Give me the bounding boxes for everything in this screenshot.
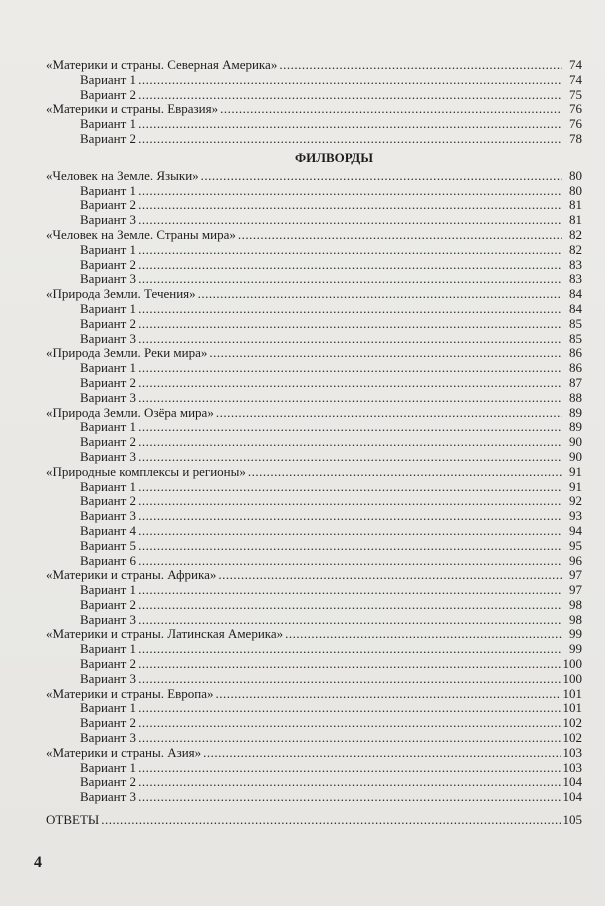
- variant-label: Вариант 3: [80, 271, 137, 287]
- variant-label: Вариант 1: [80, 300, 137, 316]
- variant-label: Вариант 3: [80, 212, 137, 228]
- page-ref: 89: [569, 404, 582, 420]
- page-ref: 104: [562, 789, 582, 805]
- variant-label: Вариант 3: [80, 330, 137, 346]
- page-ref: 99: [569, 641, 582, 657]
- variant-label: Вариант 3: [80, 730, 137, 746]
- variant-label: Вариант 3: [80, 389, 137, 405]
- section-title: «Материки и страны. Латинская Америка»: [46, 626, 284, 642]
- dot-leader: [138, 672, 560, 687]
- page-ref: 98: [569, 596, 582, 612]
- variant-label: Вариант 3: [80, 789, 137, 805]
- toc-variant-entry: [46, 554, 582, 569]
- toc-section-entry: [46, 287, 582, 302]
- toc-variant-entry: [46, 613, 582, 628]
- page-ref: 86: [569, 345, 582, 361]
- dot-leader: [203, 746, 560, 761]
- page-ref: 85: [569, 315, 582, 331]
- dot-leader: [209, 346, 562, 361]
- toc-section-entry: [46, 687, 582, 702]
- section-title: «Материки и страны. Северная Америка»: [46, 57, 278, 72]
- dot-leader: [138, 716, 560, 731]
- toc-variant-entry: [46, 701, 582, 716]
- page-ref: 89: [569, 419, 582, 435]
- toc-section-entry: [46, 102, 582, 117]
- toc-variant-entry: [46, 539, 582, 554]
- page-ref: 99: [569, 626, 582, 642]
- toc-variant-entry: [46, 450, 582, 465]
- variant-label: Вариант 1: [80, 116, 137, 132]
- page-number: 4: [34, 854, 42, 871]
- page-ref: 80: [569, 182, 582, 198]
- variant-label: Вариант 2: [80, 774, 137, 790]
- page-ref: 94: [569, 522, 582, 538]
- dot-leader: [138, 509, 562, 524]
- dot-leader: [279, 58, 562, 73]
- page-ref: 102: [562, 715, 582, 731]
- toc-variant-entry: [46, 391, 582, 406]
- page-ref: 100: [562, 656, 582, 672]
- variant-label: Вариант 5: [80, 537, 137, 553]
- dot-leader: [138, 258, 562, 273]
- section-title: «Материки и страны. Европа»: [46, 685, 214, 701]
- toc-section-entry: [46, 58, 582, 73]
- variant-label: Вариант 1: [80, 71, 137, 87]
- dot-leader: [138, 361, 562, 376]
- variant-label: Вариант 2: [80, 256, 137, 272]
- page-ref: 82: [569, 226, 582, 242]
- toc-variant-entry: [46, 272, 582, 287]
- dot-leader: [285, 627, 562, 642]
- page-ref: 83: [569, 256, 582, 272]
- toc-variant-entry: [46, 420, 582, 435]
- spacer: [46, 805, 582, 813]
- toc-section-entry: [46, 568, 582, 583]
- page-ref: 104: [562, 774, 582, 790]
- page-ref: 105: [562, 812, 582, 828]
- toc-section-entry: [46, 465, 582, 480]
- toc-section-entry: [46, 169, 582, 184]
- page-ref: 76: [569, 101, 582, 117]
- page-ref: 83: [569, 271, 582, 287]
- variant-label: Вариант 2: [80, 434, 137, 450]
- dot-leader: [138, 420, 562, 435]
- variant-label: Вариант 2: [80, 656, 137, 672]
- dot-leader: [138, 761, 560, 776]
- toc-variant-entry: [46, 258, 582, 273]
- variant-label: Вариант 6: [80, 552, 137, 568]
- dot-leader: [138, 494, 562, 509]
- page-ref: 96: [569, 552, 582, 568]
- page-ref: 93: [569, 508, 582, 524]
- dot-leader: [138, 184, 562, 199]
- page-ref: 103: [562, 744, 582, 760]
- toc-variant-entry: [46, 775, 582, 790]
- toc-variant-entry: [46, 132, 582, 147]
- page-ref: 81: [569, 197, 582, 213]
- toc-variant-entry: [46, 790, 582, 805]
- page-ref: 100: [562, 670, 582, 686]
- toc-variant-entry: [46, 117, 582, 132]
- dot-leader: [138, 198, 562, 213]
- toc-variant-entry: [46, 524, 582, 539]
- dot-leader: [138, 583, 562, 598]
- page-ref: 92: [569, 493, 582, 509]
- dot-leader: [138, 450, 562, 465]
- variant-label: Вариант 1: [80, 419, 137, 435]
- table-of-contents: [46, 58, 582, 828]
- variant-label: Вариант 4: [80, 522, 137, 538]
- section-title: «Человек на Земле. Страны мира»: [46, 226, 236, 242]
- page-ref: 80: [569, 167, 582, 183]
- variant-label: Вариант 3: [80, 508, 137, 524]
- variant-label: Вариант 1: [80, 478, 137, 494]
- page-ref: 74: [569, 57, 582, 72]
- toc-variant-entry: [46, 361, 582, 376]
- dot-leader: [138, 524, 562, 539]
- dot-leader: [101, 813, 560, 828]
- toc-variant-entry: [46, 480, 582, 495]
- page-ref: 102: [562, 730, 582, 746]
- dot-leader: [138, 480, 562, 495]
- dot-leader: [218, 568, 562, 583]
- variant-label: Вариант 1: [80, 360, 137, 376]
- toc-variant-entry: [46, 509, 582, 524]
- dot-leader: [138, 790, 560, 805]
- dot-leader: [138, 332, 562, 347]
- toc-answers-entry: [46, 813, 582, 828]
- variant-label: Вариант 2: [80, 493, 137, 509]
- variant-label: Вариант 1: [80, 182, 137, 198]
- section-title: «Материки и страны. Африка»: [46, 567, 217, 583]
- toc-variant-entry: [46, 198, 582, 213]
- toc-variant-entry: [46, 243, 582, 258]
- toc-variant-entry: [46, 88, 582, 103]
- dot-leader: [138, 554, 562, 569]
- variant-label: Вариант 1: [80, 759, 137, 775]
- dot-leader: [138, 598, 562, 613]
- variant-label: Вариант 1: [80, 241, 137, 257]
- page-ref: 101: [562, 700, 582, 716]
- toc-section-entry: [46, 406, 582, 421]
- toc-variant-entry: [46, 73, 582, 88]
- dot-leader: [138, 391, 562, 406]
- variant-label: Вариант 1: [80, 700, 137, 716]
- toc-variant-entry: [46, 657, 582, 672]
- page-ref: 103: [562, 759, 582, 775]
- page-ref: 76: [569, 116, 582, 132]
- variant-label: Вариант 3: [80, 611, 137, 627]
- variant-label: Вариант 3: [80, 448, 137, 464]
- dot-leader: [138, 435, 562, 450]
- dot-leader: [138, 117, 562, 132]
- variant-label: Вариант 2: [80, 715, 137, 731]
- page-ref: 90: [569, 434, 582, 450]
- toc-variant-entry: [46, 317, 582, 332]
- toc-variant-entry: [46, 716, 582, 731]
- variant-label: Вариант 3: [80, 670, 137, 686]
- page-ref: 84: [569, 300, 582, 316]
- dot-leader: [138, 539, 562, 554]
- toc-variant-entry: [46, 672, 582, 687]
- page-ref: 74: [569, 71, 582, 87]
- page-ref: 84: [569, 286, 582, 302]
- dot-leader: [138, 243, 562, 258]
- toc-section-entry: [46, 627, 582, 642]
- dot-leader: [138, 642, 562, 657]
- toc-variant-entry: [46, 583, 582, 598]
- dot-leader: [220, 102, 562, 117]
- dot-leader: [138, 213, 562, 228]
- page-ref: 88: [569, 389, 582, 405]
- page-ref: 86: [569, 360, 582, 376]
- variant-label: Вариант 1: [80, 641, 137, 657]
- dot-leader: [138, 657, 560, 672]
- toc-section-entry: [46, 228, 582, 243]
- toc-variant-entry: [46, 435, 582, 450]
- toc-variant-entry: [46, 302, 582, 317]
- toc-variant-entry: [46, 761, 582, 776]
- toc-section-entry: [46, 746, 582, 761]
- variant-label: Вариант 2: [80, 86, 137, 102]
- variant-label: Вариант 2: [80, 315, 137, 331]
- dot-leader: [138, 88, 562, 103]
- dot-leader: [138, 272, 562, 287]
- variant-label: Вариант 2: [80, 374, 137, 390]
- dot-leader: [216, 687, 561, 702]
- page-ref: 82: [569, 241, 582, 257]
- dot-leader: [138, 302, 562, 317]
- page-ref: 81: [569, 212, 582, 228]
- dot-leader: [138, 731, 560, 746]
- toc-variant-entry: [46, 376, 582, 391]
- section-title: «Материки и страны. Евразия»: [46, 101, 219, 117]
- dot-leader: [138, 376, 562, 391]
- page-ref: 101: [562, 685, 582, 701]
- dot-leader: [138, 775, 560, 790]
- toc-variant-entry: [46, 731, 582, 746]
- toc-section-entry: [46, 346, 582, 361]
- dot-leader: [198, 287, 562, 302]
- section-title: ОТВЕТЫ: [46, 812, 100, 828]
- dot-leader: [248, 465, 562, 480]
- section-title: «Природа Земли. Озёра мира»: [46, 404, 214, 420]
- dot-leader: [138, 317, 562, 332]
- section-title: «Человек на Земле. Языки»: [46, 167, 199, 183]
- section-title: «Природа Земли. Реки мира»: [46, 345, 208, 361]
- page-ref: 90: [569, 448, 582, 464]
- toc-variant-entry: [46, 494, 582, 509]
- toc-variant-entry: [46, 213, 582, 228]
- variant-label: Вариант 2: [80, 197, 137, 213]
- dot-leader: [138, 701, 560, 716]
- dot-leader: [138, 132, 562, 147]
- dot-leader: [201, 169, 562, 184]
- toc-variant-entry: [46, 598, 582, 613]
- dot-leader: [138, 73, 562, 88]
- dot-leader: [138, 613, 562, 628]
- variant-label: Вариант 1: [80, 582, 137, 598]
- toc-variant-entry: [46, 642, 582, 657]
- page-ref: 75: [569, 86, 582, 102]
- section-title: «Материки и страны. Азия»: [46, 744, 202, 760]
- page-ref: 97: [569, 567, 582, 583]
- dot-leader: [238, 228, 562, 243]
- page-ref: 87: [569, 374, 582, 390]
- page-ref: 85: [569, 330, 582, 346]
- page-ref: 78: [569, 130, 582, 146]
- page-ref: 91: [569, 478, 582, 494]
- toc-variant-entry: [46, 332, 582, 347]
- page-ref: 98: [569, 611, 582, 627]
- variant-label: Вариант 2: [80, 130, 137, 146]
- section-title: «Природа Земли. Течения»: [46, 286, 196, 302]
- section-title: «Природные комплексы и регионы»: [46, 463, 246, 479]
- toc-variant-entry: [46, 184, 582, 199]
- page-ref: 95: [569, 537, 582, 553]
- page-ref: 91: [569, 463, 582, 479]
- page-ref: 97: [569, 582, 582, 598]
- variant-label: Вариант 2: [80, 596, 137, 612]
- section-heading: ФИЛВОРДЫ: [294, 149, 373, 165]
- dot-leader: [216, 406, 562, 421]
